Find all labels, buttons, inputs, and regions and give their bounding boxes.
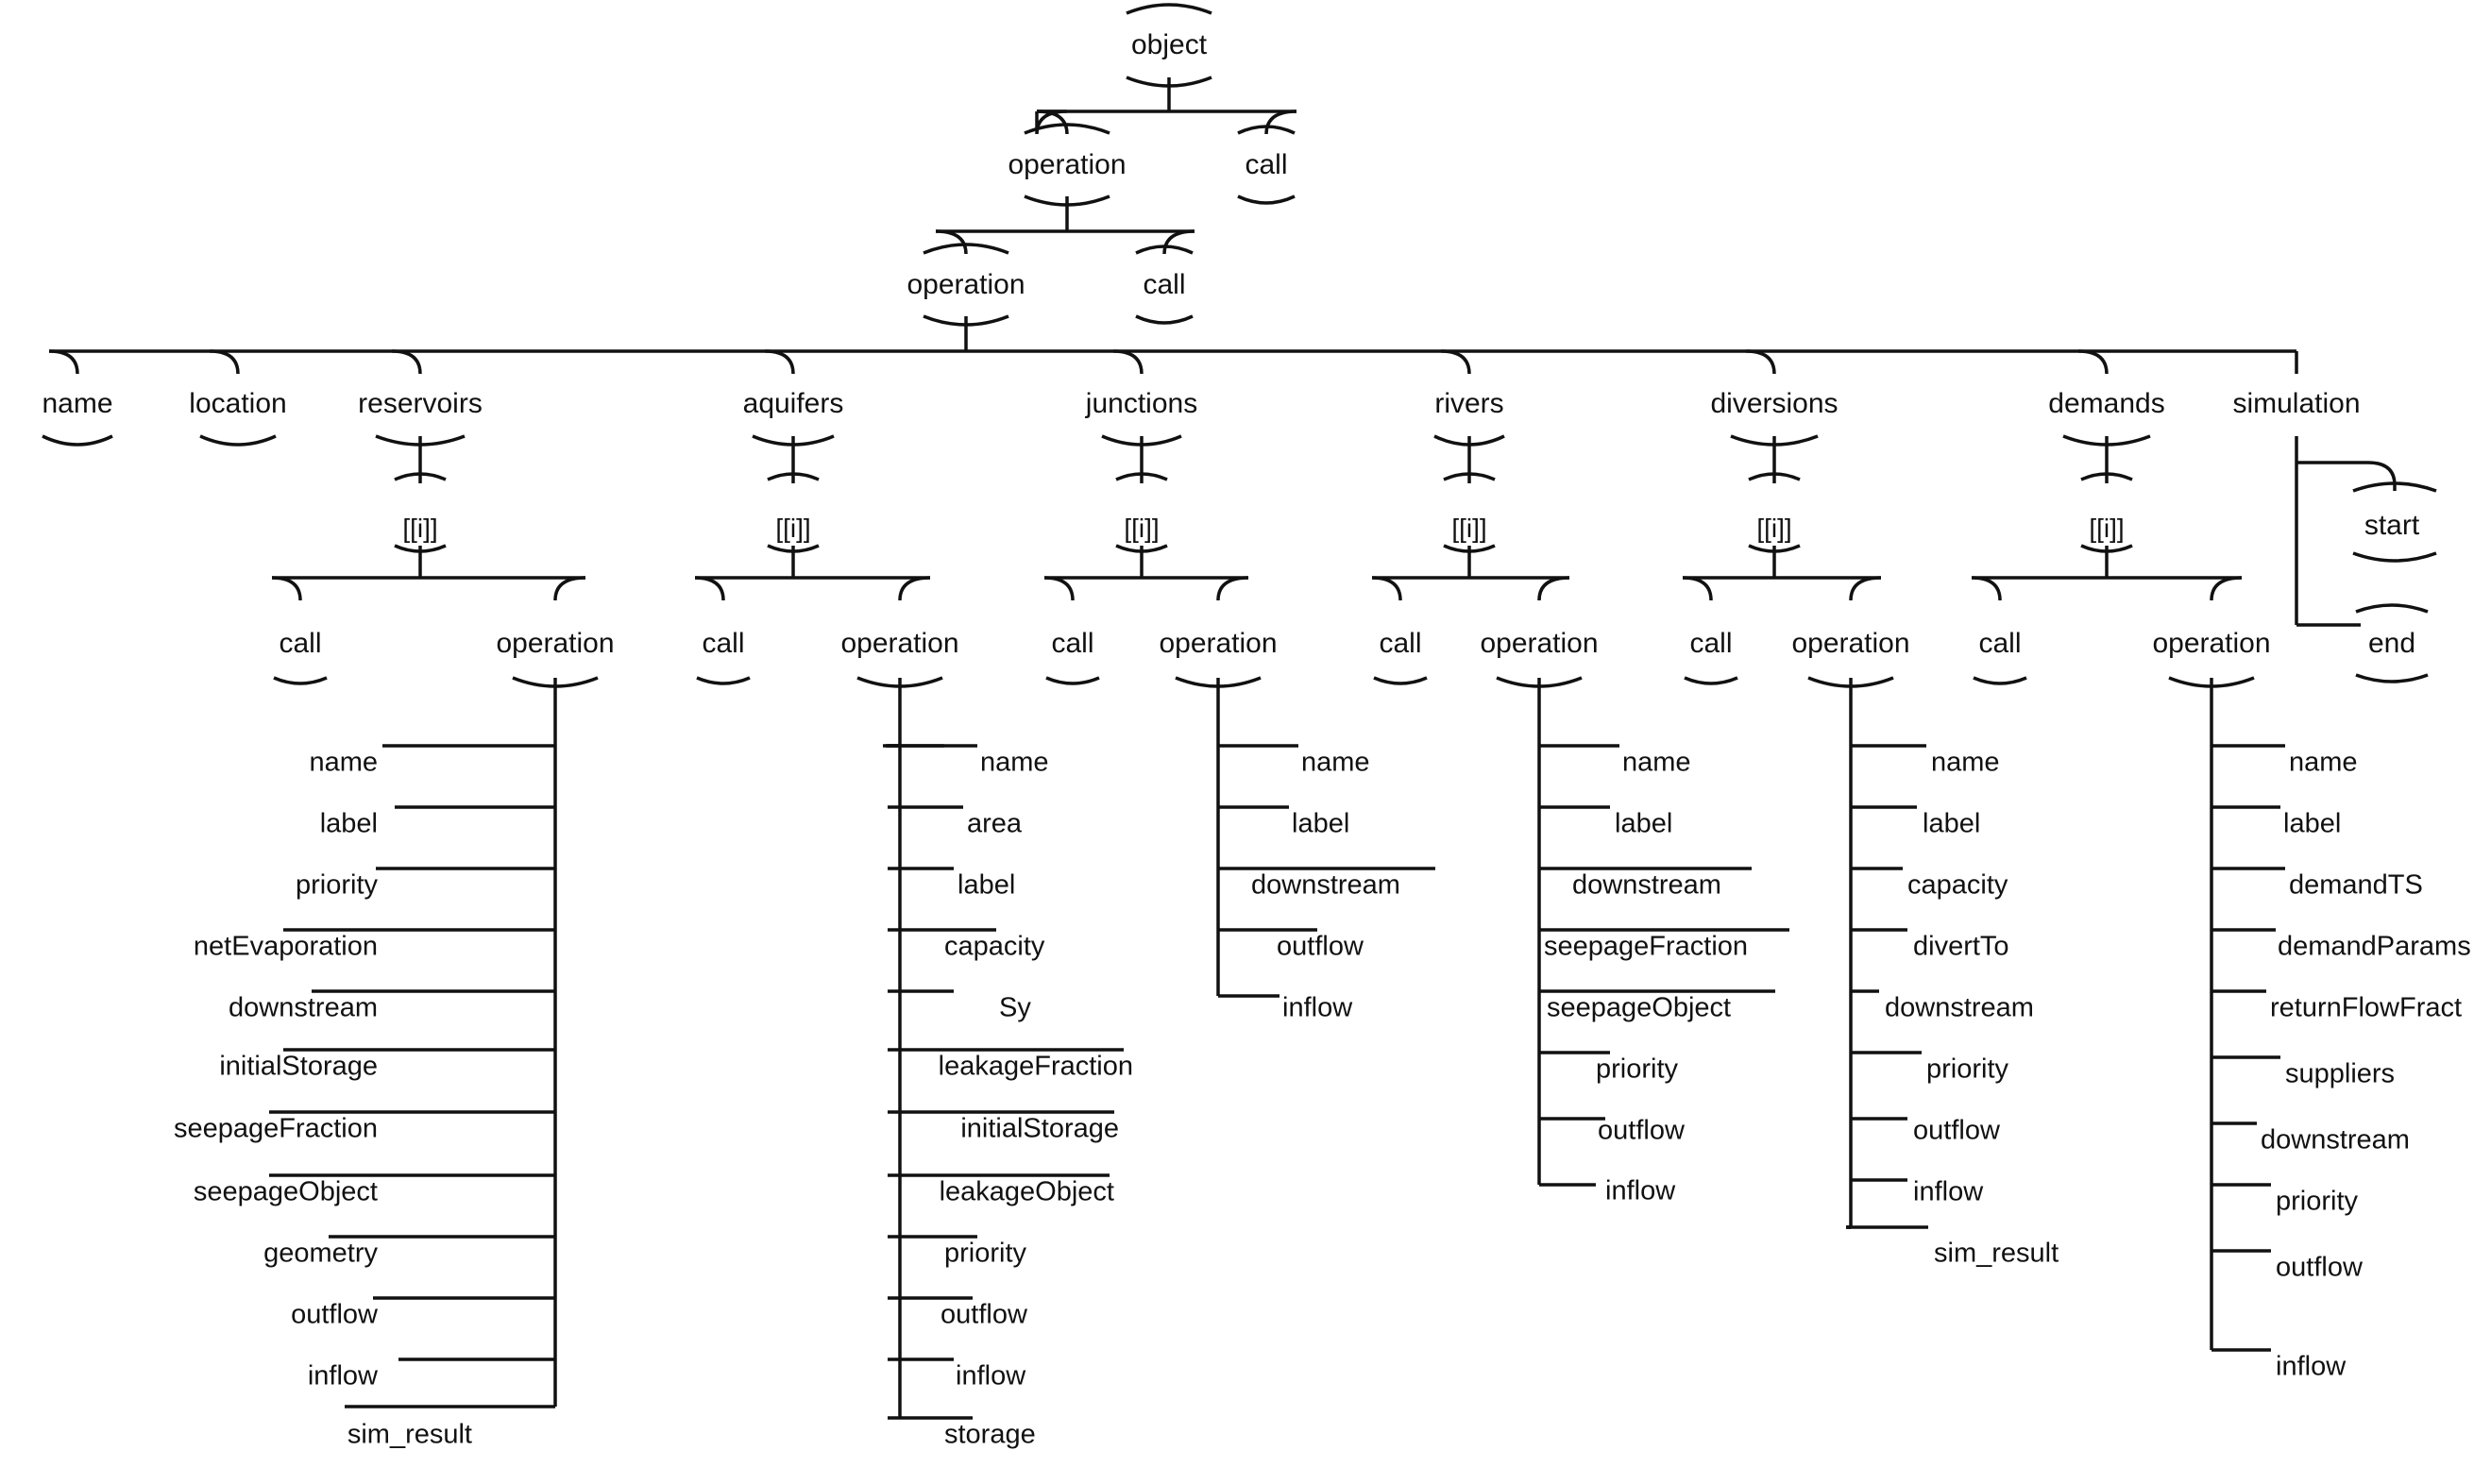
tree-node-rivers-operation[interactable]: operation bbox=[1480, 628, 1599, 659]
leaf-rivers-seepageobject[interactable]: seepageObject bbox=[1547, 992, 1732, 1023]
leaf-reservoirs-downstream[interactable]: downstream bbox=[229, 992, 378, 1023]
tree-node-reservoirs-operation[interactable]: operation bbox=[496, 628, 615, 659]
leaf-demands-suppliers[interactable]: suppliers bbox=[2285, 1058, 2396, 1089]
leaf-aquifers-sy[interactable]: Sy bbox=[999, 992, 1031, 1023]
leaf-reservoirs-priority[interactable]: priority bbox=[295, 869, 378, 901]
tree-node-diversions[interactable]: diversions bbox=[1710, 388, 1839, 419]
tree-node-object[interactable]: object bbox=[1130, 29, 1208, 60]
leaf-demands-demandts[interactable]: demandTS bbox=[2289, 869, 2423, 901]
leaf-rivers-outflow[interactable]: outflow bbox=[1598, 1115, 1685, 1146]
tree-node-diversions-operation[interactable]: operation bbox=[1791, 628, 1910, 659]
leaf-demands-label[interactable]: label bbox=[2283, 808, 2342, 839]
tree-node-call-l2[interactable]: call bbox=[1245, 149, 1288, 180]
tree-node-simulation-start[interactable]: start bbox=[2364, 510, 2420, 541]
leaf-reservoirs-geometry[interactable]: geometry bbox=[263, 1238, 378, 1269]
tree-index-diversions: [[i]] bbox=[1756, 514, 1792, 543]
leaf-diversions-downstream[interactable]: downstream bbox=[1885, 992, 2034, 1023]
leaf-reservoirs-initialstorage[interactable]: initialStorage bbox=[219, 1051, 378, 1082]
tree-node-simulation-end[interactable]: end bbox=[2367, 628, 2416, 659]
leaf-junctions-name[interactable]: name bbox=[1301, 747, 1370, 778]
leaf-diversions-name[interactable]: name bbox=[1931, 747, 2000, 778]
leaf-demands-priority[interactable]: priority bbox=[2276, 1186, 2359, 1217]
tree-node-rivers[interactable]: rivers bbox=[1434, 388, 1504, 419]
leaf-rivers-name[interactable]: name bbox=[1622, 747, 1691, 778]
leaf-reservoirs-sim-result[interactable]: sim_result bbox=[347, 1419, 472, 1450]
leaf-junctions-downstream[interactable]: downstream bbox=[1251, 869, 1400, 901]
tree-index-aquifers: [[i]] bbox=[775, 514, 811, 543]
leaf-junctions-label[interactable]: label bbox=[1292, 808, 1350, 839]
tree-index-rivers: [[i]] bbox=[1451, 514, 1487, 543]
leaf-demands-downstream[interactable]: downstream bbox=[2261, 1124, 2410, 1155]
leaf-demands-inflow[interactable]: inflow bbox=[2276, 1351, 2347, 1382]
tree-index-demands: [[i]] bbox=[2089, 514, 2125, 543]
tree-node-junctions-operation[interactable]: operation bbox=[1159, 628, 1278, 659]
tree-node-name[interactable]: name bbox=[42, 388, 113, 419]
leaf-demands-outflow[interactable]: outflow bbox=[2276, 1252, 2363, 1283]
leaf-aquifers-name[interactable]: name bbox=[980, 747, 1049, 778]
leaf-reservoirs-outflow[interactable]: outflow bbox=[291, 1299, 378, 1330]
leaf-demands-returnflowfract[interactable]: returnFlowFract bbox=[2270, 992, 2463, 1023]
tree-node-demands-call[interactable]: call bbox=[1978, 628, 2022, 659]
leaf-aquifers-capacity[interactable]: capacity bbox=[944, 931, 1045, 962]
leaf-aquifers-leakageobject[interactable]: leakageObject bbox=[939, 1176, 1114, 1207]
leaf-diversions-sim-result[interactable]: sim_result bbox=[1934, 1238, 2059, 1269]
leaf-diversions-inflow[interactable]: inflow bbox=[1913, 1176, 1984, 1207]
leaf-aquifers-leakagefraction[interactable]: leakageFraction bbox=[938, 1051, 1133, 1082]
tree-node-call-l3[interactable]: call bbox=[1143, 269, 1186, 300]
tree-node-aquifers[interactable]: aquifers bbox=[742, 388, 844, 419]
leaf-junctions-outflow[interactable]: outflow bbox=[1277, 931, 1364, 962]
tree-node-location[interactable]: location bbox=[189, 388, 287, 419]
leaf-diversions-divertto[interactable]: divertTo bbox=[1913, 931, 2009, 962]
tree-node-junctions-call[interactable]: call bbox=[1051, 628, 1094, 659]
tree-node-demands[interactable]: demands bbox=[2048, 388, 2165, 419]
leaf-aquifers-storage[interactable]: storage bbox=[944, 1419, 1036, 1450]
tree-node-reservoirs-call[interactable]: call bbox=[279, 628, 322, 659]
tree-node-junctions[interactable]: junctions bbox=[1085, 388, 1198, 419]
tree-node-reservoirs[interactable]: reservoirs bbox=[358, 388, 483, 419]
leaf-diversions-priority[interactable]: priority bbox=[1926, 1054, 2009, 1085]
leaf-reservoirs-label[interactable]: label bbox=[319, 808, 378, 839]
leaf-aquifers-initialstorage[interactable]: initialStorage bbox=[960, 1113, 1119, 1144]
leaf-rivers-label[interactable]: label bbox=[1615, 808, 1673, 839]
leaf-rivers-inflow[interactable]: inflow bbox=[1605, 1175, 1676, 1206]
tree-node-operation-l2[interactable]: operation bbox=[1008, 149, 1127, 180]
tree-node-rivers-call[interactable]: call bbox=[1379, 628, 1422, 659]
tree-node-simulation[interactable]: simulation bbox=[2232, 388, 2361, 419]
tree-node-operation-l3[interactable]: operation bbox=[907, 269, 1025, 300]
tree-node-diversions-call[interactable]: call bbox=[1689, 628, 1733, 659]
leaf-demands-name[interactable]: name bbox=[2289, 747, 2358, 778]
leaf-aquifers-area[interactable]: area bbox=[967, 808, 1023, 839]
tree-index-junctions: [[i]] bbox=[1124, 514, 1160, 543]
leaf-diversions-label[interactable]: label bbox=[1923, 808, 1981, 839]
leaf-rivers-downstream[interactable]: downstream bbox=[1572, 869, 1721, 901]
leaf-junctions-inflow[interactable]: inflow bbox=[1282, 992, 1353, 1023]
tree-node-aquifers-operation[interactable]: operation bbox=[840, 628, 959, 659]
tree-node-demands-operation[interactable]: operation bbox=[2152, 628, 2271, 659]
leaf-aquifers-label[interactable]: label bbox=[957, 869, 1016, 901]
leaf-rivers-priority[interactable]: priority bbox=[1596, 1054, 1679, 1085]
leaf-rivers-seepagefraction[interactable]: seepageFraction bbox=[1544, 931, 1749, 962]
leaf-reservoirs-seepageobject[interactable]: seepageObject bbox=[193, 1176, 378, 1207]
leaf-reservoirs-inflow[interactable]: inflow bbox=[307, 1360, 378, 1391]
leaf-reservoirs-name[interactable]: name bbox=[309, 747, 378, 778]
leaf-demands-demandparams[interactable]: demandParams bbox=[2278, 931, 2471, 962]
leaf-diversions-outflow[interactable]: outflow bbox=[1913, 1115, 2000, 1146]
leaf-reservoirs-seepagefraction[interactable]: seepageFraction bbox=[173, 1113, 378, 1144]
tree-node-aquifers-call[interactable]: call bbox=[702, 628, 745, 659]
tree-index-reservoirs: [[i]] bbox=[402, 514, 438, 543]
leaf-aquifers-outflow[interactable]: outflow bbox=[940, 1299, 1027, 1330]
leaf-reservoirs-netevaporation[interactable]: netEvaporation bbox=[193, 931, 378, 962]
leaf-diversions-capacity[interactable]: capacity bbox=[1907, 869, 2008, 901]
leaf-aquifers-inflow[interactable]: inflow bbox=[956, 1360, 1026, 1391]
leaf-aquifers-priority[interactable]: priority bbox=[944, 1238, 1027, 1269]
